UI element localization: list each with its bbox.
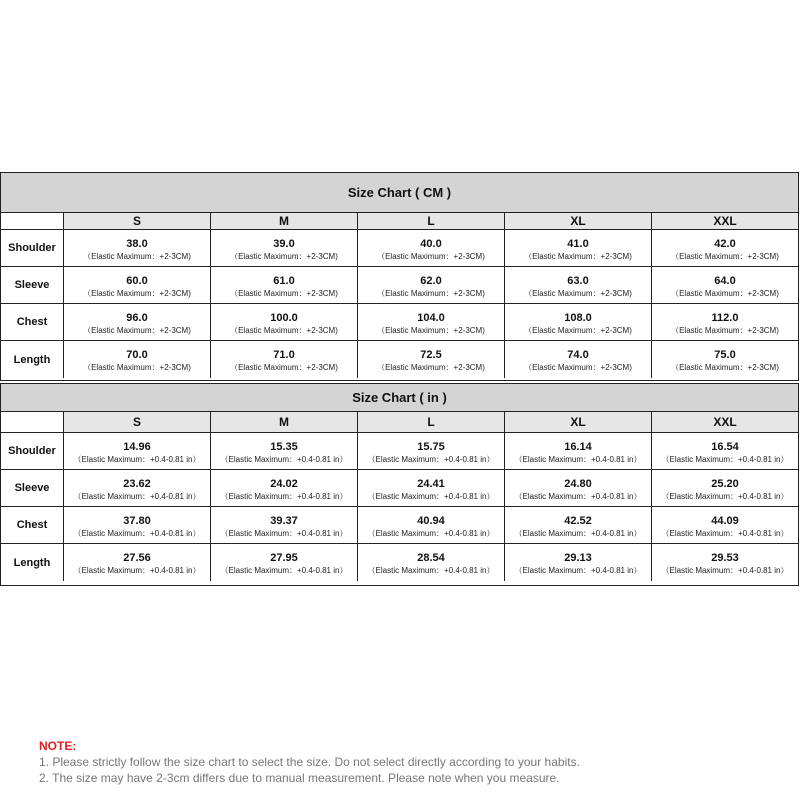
elastic-note: （Elastic Maximum：+2-3CM) xyxy=(83,325,191,335)
row-label: Shoulder xyxy=(1,230,64,266)
size-header-xxl: XXL xyxy=(652,412,798,432)
measurement-cell-xl xyxy=(505,267,652,303)
measurement-value: 37.80 xyxy=(123,514,151,527)
measurement-cell-m xyxy=(211,433,358,469)
measurement-cell-s xyxy=(64,470,211,506)
elastic-note: （Elastic Maximum：+0.4-0.81 in） xyxy=(73,491,201,501)
note-line-1: 1. Please strictly follow the size chart to select the size. Do not select directly according to your habits. xyxy=(39,755,580,769)
measurement-value: 14.96 xyxy=(123,440,151,453)
measurement-cell-s xyxy=(64,433,211,469)
measurement-value: 42.0 xyxy=(714,237,736,250)
elastic-note: （Elastic Maximum：+2-3CM) xyxy=(377,251,485,261)
measurement-value: 24.41 xyxy=(417,477,445,490)
measurement-value: 104.0 xyxy=(417,311,445,324)
note-line-2: 2. The size may have 2-3cm differs due to manual measurement. Please note when you measure. xyxy=(39,771,560,785)
note-title: NOTE: xyxy=(39,739,77,753)
size-rows xyxy=(1,433,798,581)
elastic-note: （Elastic Maximum：+0.4-0.81 in） xyxy=(73,566,201,575)
table-row-length xyxy=(1,341,798,378)
measurement-cell-m xyxy=(211,304,358,340)
elastic-note: （Elastic Maximum：+0.4-0.81 in） xyxy=(73,528,201,538)
measurement-value: 38.0 xyxy=(126,237,148,250)
measurement-cell-l xyxy=(358,507,505,543)
elastic-note: （Elastic Maximum：+0.4-0.81 in） xyxy=(367,566,495,575)
measurement-cell-m xyxy=(211,507,358,543)
measurement-cell-s xyxy=(64,230,211,266)
elastic-note: （Elastic Maximum：+0.4-0.81 in） xyxy=(220,566,348,575)
measurement-value: 42.52 xyxy=(564,514,592,527)
elastic-note: （Elastic Maximum：+2-3CM) xyxy=(524,363,632,372)
measurement-cell-m xyxy=(211,544,358,581)
measurement-cell-s xyxy=(64,267,211,303)
measurement-cell-m xyxy=(211,341,358,378)
measurement-cell-m xyxy=(211,267,358,303)
measurement-cell-xxl xyxy=(652,267,798,303)
size-chart-in xyxy=(0,383,799,586)
measurement-value: 27.56 xyxy=(123,552,151,564)
elastic-note: （Elastic Maximum：+0.4-0.81 in） xyxy=(367,454,495,464)
elastic-note: （Elastic Maximum：+2-3CM) xyxy=(83,288,191,298)
elastic-note: （Elastic Maximum：+2-3CM) xyxy=(524,251,632,261)
measurement-value: 16.14 xyxy=(564,440,592,453)
measurement-value: 15.75 xyxy=(417,440,445,453)
measurement-cell-xl xyxy=(505,470,652,506)
elastic-note: （Elastic Maximum：+0.4-0.81 in） xyxy=(661,454,789,464)
measurement-value: 71.0 xyxy=(273,349,295,361)
measurement-cell-l xyxy=(358,470,505,506)
elastic-note: （Elastic Maximum：+2-3CM) xyxy=(377,325,485,335)
row-label: Shoulder xyxy=(1,433,64,469)
measurement-cell-xl xyxy=(505,341,652,378)
row-label: Sleeve xyxy=(1,470,64,506)
measurement-value: 29.13 xyxy=(564,552,592,564)
measurement-value: 40.0 xyxy=(420,237,442,250)
measurement-value: 96.0 xyxy=(126,311,148,324)
elastic-note: （Elastic Maximum：+0.4-0.81 in） xyxy=(73,454,201,464)
elastic-note: （Elastic Maximum：+2-3CM) xyxy=(230,325,338,335)
size-header-row xyxy=(1,412,798,433)
measurement-cell-xxl xyxy=(652,544,798,581)
measurement-value: 100.0 xyxy=(270,311,298,324)
elastic-note: （Elastic Maximum：+2-3CM) xyxy=(83,251,191,261)
size-header-l: L xyxy=(358,412,505,432)
size-header-s: S xyxy=(64,213,211,229)
elastic-note: （Elastic Maximum：+0.4-0.81 in） xyxy=(514,454,642,464)
measurement-value: 60.0 xyxy=(126,274,148,287)
table-row-sleeve xyxy=(1,470,798,507)
row-label: Chest xyxy=(1,304,64,340)
table-row-chest xyxy=(1,507,798,544)
elastic-note: （Elastic Maximum：+2-3CM) xyxy=(230,288,338,298)
measurement-value: 23.62 xyxy=(123,477,151,490)
measurement-value: 39.0 xyxy=(273,237,295,250)
row-label: Chest xyxy=(1,507,64,543)
measurement-value: 41.0 xyxy=(567,237,589,250)
table-row-length xyxy=(1,544,798,581)
elastic-note: （Elastic Maximum：+2-3CM) xyxy=(671,251,779,261)
measurement-value: 28.54 xyxy=(417,552,445,564)
row-label: Sleeve xyxy=(1,267,64,303)
measurement-value: 75.0 xyxy=(714,349,736,361)
elastic-note: （Elastic Maximum：+2-3CM) xyxy=(377,363,485,372)
elastic-note: （Elastic Maximum：+0.4-0.81 in） xyxy=(514,491,642,501)
measurement-cell-s xyxy=(64,304,211,340)
row-label: Length xyxy=(1,341,64,378)
measurement-cell-xxl xyxy=(652,507,798,543)
elastic-note: （Elastic Maximum：+0.4-0.81 in） xyxy=(661,491,789,501)
size-chart-cm xyxy=(0,172,799,381)
table-row-sleeve xyxy=(1,267,798,304)
elastic-note: （Elastic Maximum：+2-3CM) xyxy=(83,363,191,372)
size-header-xl: XL xyxy=(505,412,652,432)
measurement-value: 72.5 xyxy=(420,349,442,361)
measurement-cell-l xyxy=(358,341,505,378)
elastic-note: （Elastic Maximum：+0.4-0.81 in） xyxy=(367,491,495,501)
elastic-note: （Elastic Maximum：+2-3CM) xyxy=(524,288,632,298)
measurement-cell-xxl xyxy=(652,230,798,266)
measurement-value: 15.35 xyxy=(270,440,298,453)
measurement-value: 112.0 xyxy=(711,311,739,324)
size-header-xxl: XXL xyxy=(652,213,798,229)
elastic-note: （Elastic Maximum：+0.4-0.81 in） xyxy=(661,566,789,575)
elastic-note: （Elastic Maximum：+2-3CM) xyxy=(230,363,338,372)
elastic-note: （Elastic Maximum：+2-3CM) xyxy=(377,288,485,298)
measurement-value: 62.0 xyxy=(420,274,442,287)
elastic-note: （Elastic Maximum：+0.4-0.81 in） xyxy=(514,566,642,575)
measurement-value: 108.0 xyxy=(564,311,592,324)
measurement-cell-l xyxy=(358,267,505,303)
measurement-value: 74.0 xyxy=(567,349,589,361)
elastic-note: （Elastic Maximum：+2-3CM) xyxy=(671,325,779,335)
measurement-value: 16.54 xyxy=(711,440,739,453)
measurement-cell-s xyxy=(64,341,211,378)
measurement-cell-xl xyxy=(505,230,652,266)
elastic-note: （Elastic Maximum：+2-3CM) xyxy=(524,325,632,335)
elastic-note: （Elastic Maximum：+0.4-0.81 in） xyxy=(514,528,642,538)
measurement-value: 29.53 xyxy=(711,552,739,564)
elastic-note: （Elastic Maximum：+0.4-0.81 in） xyxy=(220,528,348,538)
measurement-cell-xl xyxy=(505,304,652,340)
measurement-cell-l xyxy=(358,433,505,469)
measurement-value: 61.0 xyxy=(273,274,295,287)
measurement-cell-xxl xyxy=(652,304,798,340)
measurement-cell-m xyxy=(211,230,358,266)
measurement-cell-xxl xyxy=(652,433,798,469)
size-header-m: M xyxy=(211,213,358,229)
size-header-m: M xyxy=(211,412,358,432)
measurement-cell-s xyxy=(64,544,211,581)
measurement-cell-l xyxy=(358,230,505,266)
measurement-cell-s xyxy=(64,507,211,543)
header-corner-cell xyxy=(1,412,64,432)
measurement-value: 27.95 xyxy=(270,552,298,564)
size-header-xl: XL xyxy=(505,213,652,229)
size-header-row xyxy=(1,213,798,230)
measurement-value: 64.0 xyxy=(714,274,736,287)
elastic-note: （Elastic Maximum：+0.4-0.81 in） xyxy=(220,454,348,464)
measurement-value: 44.09 xyxy=(711,514,739,527)
table-row-chest xyxy=(1,304,798,341)
size-chart-cm-title: Size Chart ( CM ) xyxy=(1,173,798,213)
elastic-note: （Elastic Maximum：+0.4-0.81 in） xyxy=(367,528,495,538)
elastic-note: （Elastic Maximum：+2-3CM) xyxy=(671,288,779,298)
elastic-note: （Elastic Maximum：+0.4-0.81 in） xyxy=(220,491,348,501)
measurement-cell-m xyxy=(211,470,358,506)
measurement-value: 39.37 xyxy=(270,514,298,527)
row-label: Length xyxy=(1,544,64,581)
measurement-value: 63.0 xyxy=(567,274,589,287)
measurement-value: 25.20 xyxy=(711,477,739,490)
measurement-value: 70.0 xyxy=(126,349,148,361)
header-corner-cell xyxy=(1,213,64,229)
notes-section xyxy=(39,738,580,786)
measurement-value: 24.02 xyxy=(270,477,298,490)
measurement-cell-l xyxy=(358,304,505,340)
elastic-note: （Elastic Maximum：+2-3CM) xyxy=(671,363,779,372)
measurement-value: 40.94 xyxy=(417,514,445,527)
measurement-cell-xxl xyxy=(652,341,798,378)
size-rows xyxy=(1,230,798,378)
measurement-cell-l xyxy=(358,544,505,581)
elastic-note: （Elastic Maximum：+2-3CM) xyxy=(230,251,338,261)
measurement-cell-xxl xyxy=(652,470,798,506)
measurement-cell-xl xyxy=(505,507,652,543)
measurement-cell-xl xyxy=(505,544,652,581)
size-header-s: S xyxy=(64,412,211,432)
size-header-l: L xyxy=(358,213,505,229)
table-row-shoulder xyxy=(1,230,798,267)
table-row-shoulder xyxy=(1,433,798,470)
measurement-value: 24.80 xyxy=(564,477,592,490)
size-chart-in-title: Size Chart ( in ) xyxy=(1,384,798,412)
elastic-note: （Elastic Maximum：+0.4-0.81 in） xyxy=(661,528,789,538)
measurement-cell-xl xyxy=(505,433,652,469)
